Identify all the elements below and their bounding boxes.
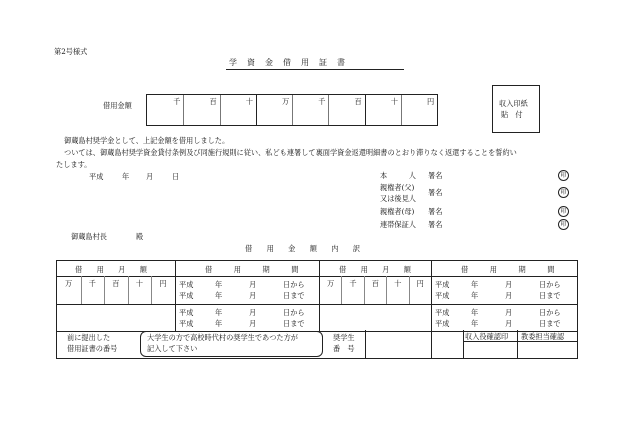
signer-father-sign: 署名 bbox=[428, 188, 443, 197]
period-year: 年 bbox=[471, 280, 479, 289]
period-day: 日まで bbox=[283, 319, 305, 328]
unit-label: 百 bbox=[112, 279, 120, 288]
period-year: 年 bbox=[471, 319, 479, 328]
unit-divider bbox=[341, 276, 342, 304]
amount-unit-label: 千 bbox=[318, 97, 326, 106]
period-era: 平成 bbox=[179, 319, 194, 328]
unit-divider bbox=[386, 276, 387, 304]
page-title: 学 資 金 借 用 証 書 bbox=[229, 58, 346, 67]
period-era: 平成 bbox=[179, 280, 194, 289]
period-day: 日まで bbox=[539, 291, 561, 300]
unit-divider bbox=[364, 276, 365, 304]
prev-cert-label-2: 借用証書の番号 bbox=[67, 344, 118, 353]
stamp-label-1: 収入印紙 bbox=[499, 99, 528, 108]
signer-father-role: 親権者(父) bbox=[380, 183, 415, 192]
amount-divider bbox=[328, 95, 329, 125]
seal-icon: 印 bbox=[558, 219, 569, 230]
amount-unit-label: 十 bbox=[245, 97, 253, 106]
seal-icon: 印 bbox=[558, 206, 569, 217]
period-era: 平成 bbox=[179, 291, 194, 300]
period-era: 平成 bbox=[435, 308, 450, 317]
period-month: 月 bbox=[505, 308, 513, 317]
period-year: 年 bbox=[471, 291, 479, 300]
unit-divider bbox=[81, 276, 82, 304]
period-month: 月 bbox=[249, 308, 257, 317]
unit-label: 十 bbox=[394, 279, 402, 288]
unit-label: 万 bbox=[65, 279, 73, 288]
unit-divider bbox=[104, 276, 105, 304]
period-month: 月 bbox=[505, 319, 513, 328]
unit-label: 千 bbox=[88, 279, 96, 288]
unit-divider bbox=[409, 276, 410, 304]
amount-unit-label: 百 bbox=[209, 97, 217, 106]
addressee-suffix: 殿 bbox=[136, 232, 144, 241]
amount-divider bbox=[365, 95, 366, 125]
signer-self-sign: 署名 bbox=[428, 171, 443, 180]
period-month: 月 bbox=[505, 280, 513, 289]
period-era: 平成 bbox=[435, 280, 450, 289]
amount-divider bbox=[256, 95, 257, 125]
date-year: 年 bbox=[122, 172, 130, 181]
unit-label: 円 bbox=[159, 279, 167, 288]
unit-label: 円 bbox=[416, 279, 424, 288]
signer-mother-sign: 署名 bbox=[428, 207, 443, 216]
period-year: 年 bbox=[215, 308, 223, 317]
header-amount: 借 用 月 額 bbox=[339, 265, 411, 274]
header-period: 借 用 期 間 bbox=[461, 265, 555, 274]
signer-guardian-role: 又は後見人 bbox=[380, 194, 416, 203]
amount-unit-label: 十 bbox=[390, 97, 398, 106]
date-day: 日 bbox=[172, 172, 180, 181]
amount-unit-label: 円 bbox=[427, 97, 435, 106]
amount-divider bbox=[220, 95, 221, 125]
unit-label: 千 bbox=[349, 279, 357, 288]
signer-guarantor-sign: 署名 bbox=[428, 220, 443, 229]
period-day: 日から bbox=[283, 308, 305, 317]
header-period: 借 用 期 間 bbox=[205, 265, 299, 274]
period-day: 日から bbox=[539, 308, 561, 317]
date-era: 平成 bbox=[89, 172, 104, 181]
amount-unit-label: 万 bbox=[282, 97, 290, 106]
amount-divider bbox=[292, 95, 293, 125]
period-day: 日から bbox=[539, 280, 561, 289]
header-amount: 借 用 月 額 bbox=[75, 265, 147, 274]
period-day: 日まで bbox=[539, 319, 561, 328]
breakdown-title: 借 用 金 額 内 訳 bbox=[245, 244, 361, 253]
body-text-1: 御蔵島村奨学金として、上記金額を借用しました。 bbox=[64, 136, 230, 145]
unit-divider bbox=[151, 276, 152, 304]
student-number-label-2: 番 号 bbox=[333, 344, 355, 353]
amount-unit-label: 百 bbox=[354, 97, 362, 106]
title-underline bbox=[226, 69, 404, 70]
prev-cert-label-1: 前に提出した bbox=[67, 333, 111, 342]
stamp-label-2: 貼 付 bbox=[501, 110, 523, 119]
unit-label: 万 bbox=[327, 279, 335, 288]
footer-row bbox=[56, 330, 578, 359]
period-year: 年 bbox=[471, 308, 479, 317]
amount-box[interactable] bbox=[146, 94, 438, 126]
board-confirm-label: 教委担当確認 bbox=[521, 332, 565, 341]
breakdown-table bbox=[56, 260, 578, 332]
seal-icon: 印 bbox=[558, 170, 569, 181]
signer-self-role: 本 人 bbox=[380, 171, 416, 180]
period-year: 年 bbox=[215, 291, 223, 300]
note-line-1: 大学生の方で高校時代村の奨学生であつた方が bbox=[147, 333, 298, 342]
period-era: 平成 bbox=[435, 319, 450, 328]
period-era: 平成 bbox=[179, 308, 194, 317]
signer-mother-role: 親権者(母) bbox=[380, 207, 415, 216]
period-month: 月 bbox=[249, 319, 257, 328]
period-month: 月 bbox=[505, 291, 513, 300]
unit-label: 十 bbox=[135, 279, 143, 288]
amount-unit-label: 千 bbox=[173, 97, 181, 106]
period-era: 平成 bbox=[435, 291, 450, 300]
note-line-2: 記入して下さい bbox=[147, 344, 198, 353]
student-number-label-1: 奨学生 bbox=[333, 333, 355, 342]
form-number: 第2号様式 bbox=[54, 47, 88, 56]
treasurer-confirm-label: 収入役確認印 bbox=[465, 332, 509, 341]
amount-divider bbox=[401, 95, 402, 125]
period-month: 月 bbox=[249, 291, 257, 300]
date-month: 月 bbox=[146, 172, 154, 181]
period-day: 日から bbox=[283, 280, 305, 289]
unit-label: 百 bbox=[371, 279, 379, 288]
body-text-2: ついては、御蔵島村奨学資金貸付条例及び同施行規則に従い、私ども連署して裏面学資金返還明細書のとおり滞りなく返還することを誓約い bbox=[64, 148, 517, 157]
period-year: 年 bbox=[215, 280, 223, 289]
body-text-3: たします。 bbox=[56, 160, 92, 169]
addressee-name: 御蔵島村長 bbox=[71, 232, 107, 241]
signer-guarantor-role: 連帯保証人 bbox=[380, 220, 416, 229]
revenue-stamp-box bbox=[492, 85, 540, 133]
period-month: 月 bbox=[249, 280, 257, 289]
amount-label: 借用金額 bbox=[103, 101, 132, 110]
unit-divider bbox=[128, 276, 129, 304]
seal-icon: 印 bbox=[558, 187, 569, 198]
period-day: 日まで bbox=[283, 291, 305, 300]
amount-divider bbox=[183, 95, 184, 125]
period-year: 年 bbox=[215, 319, 223, 328]
